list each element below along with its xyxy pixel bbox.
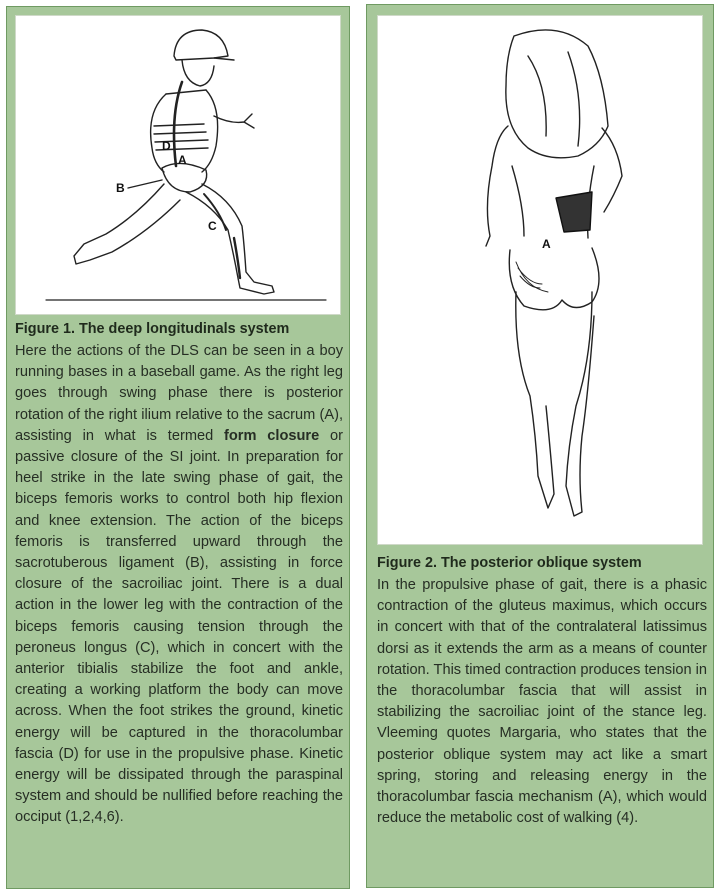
figure1-body — [15, 341, 343, 829]
figure1-body-start: Here the actions of the DLS can be seen in a boy running bases in a baseball game. As the right leg goes through swing phase there is posterior rotation of the right ilium relative to the sacrum (A), assisting in what is termed — [15, 343, 343, 444]
figure2-panel — [366, 4, 714, 888]
figure1-panel — [6, 6, 350, 889]
running-boy-drawing — [16, 16, 340, 314]
figure2-body: In the propulsive phase of gait, there is a phasic contraction of the gluteus maximus, which occurs in concert with that of the contralateral latissimus dorsi as it extends the arm as a means of counter rotation. This timed contraction produces tension in the thoracolumbar fascia that will assist in stabilizing the sacroiliac joint of the stance leg. Vleeming quotes Margaria, who states that the posterior oblique system may act like a smart spring, storing and releasing energy in the thoracolumbar fascia mechanism (A), which would reduce the metabolic cost of walking (4). — [377, 577, 707, 827]
figure2-illustration — [377, 15, 703, 545]
figure1-illustration — [15, 15, 341, 315]
label-a: A — [542, 237, 551, 251]
figure1-body-bold: form closure — [224, 427, 320, 444]
figure1-caption — [15, 319, 343, 829]
label-a: A — [178, 153, 187, 167]
figure1-title: Figure 1. The deep longitudinals system — [15, 321, 290, 337]
label-b: B — [116, 181, 125, 195]
label-c: C — [208, 219, 217, 233]
figure2-title: Figure 2. The posterior oblique system — [377, 555, 642, 571]
label-d: D — [162, 139, 171, 153]
figure2-caption — [377, 553, 707, 829]
walking-woman-drawing — [378, 16, 702, 544]
figure1-body-end: or passive closure of the SI joint. In preparation for heel strike in the late swing phase of gait, the biceps femoris works to control both hip flexion and knee extension. The action of the biceps femoris is transferred upward through the sacrotuberous ligament (B), assisting in force closure of the sacroiliac joint. There is a dual action in the lower leg with the contraction of the biceps femoris causing tension through the peroneus longus (C), which in concert with the anterior tibialis stabilize the foot and ankle, creating a working platform the body can move across. When the foot strikes the ground, kinetic energy will be captured in the thoracolumbar fascia (D) for use in the propulsive phase. Kinetic energy will be dissipated through the paraspinal system and should be nullified before reaching the occiput (1,2,4,6). — [15, 427, 343, 826]
